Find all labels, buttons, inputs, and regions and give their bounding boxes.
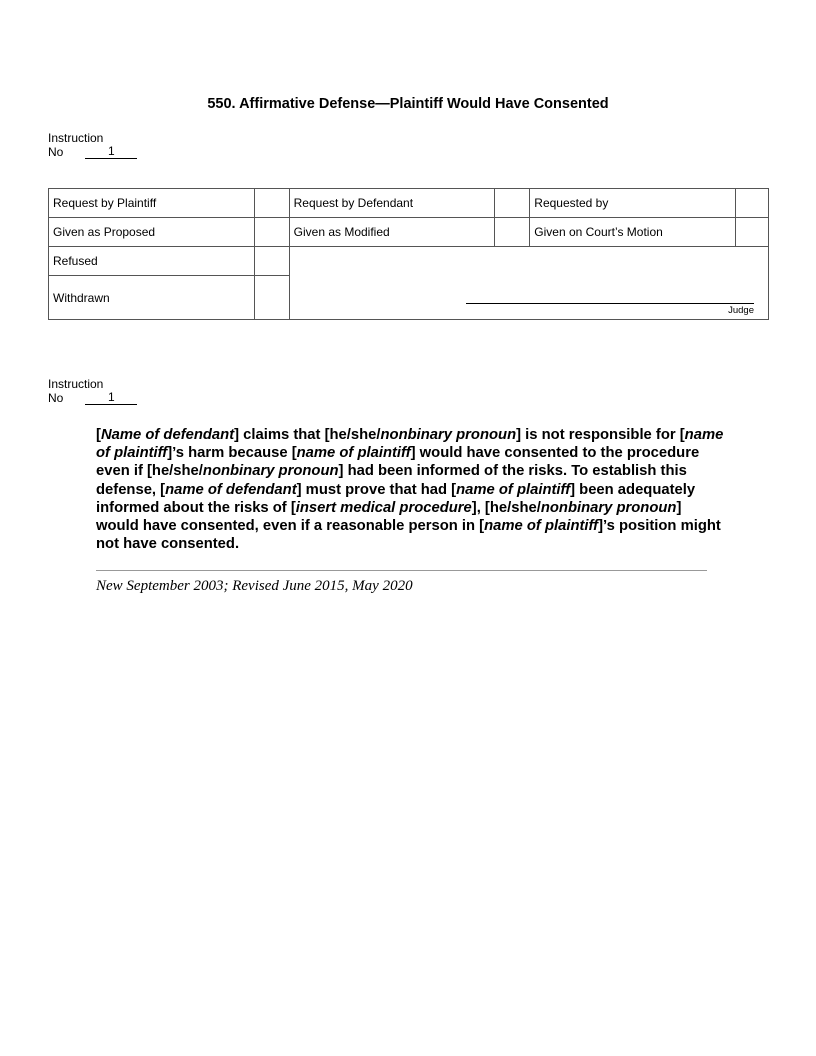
placeholder-text: nonbinary pronoun [380, 427, 517, 443]
body-text-segment: ] had been informed of the risks. To establish this defense, [ [96, 463, 687, 498]
instruction-body [96, 426, 726, 553]
placeholder-text: nonbinary pronoun [540, 499, 677, 516]
given-as-proposed-label: Given as Proposed [49, 218, 255, 247]
placeholder-text: name of plaintiff [456, 481, 571, 498]
request-by-plaintiff-checkbox[interactable] [254, 189, 289, 218]
given-as-modified-label: Given as Modified [289, 218, 495, 247]
body-text-segment: ] claims that [he/she/ [234, 427, 381, 443]
judge-signature-line [466, 303, 754, 304]
instruction-number: 1 [85, 391, 137, 405]
revision-history: New September 2003; Revised June 2015, May 2020 [96, 578, 413, 594]
body-text-segment: ] must prove that had [ [296, 481, 457, 498]
instruction-number-block [48, 377, 137, 405]
placeholder-text: name of plaintiff [296, 445, 411, 462]
withdrawn-checkbox[interactable] [254, 276, 289, 320]
refused-label: Refused [49, 247, 255, 276]
body-text-segment: ] is not responsible for [ [516, 427, 685, 443]
request-by-plaintiff-label: Request by Plaintiff [49, 189, 255, 218]
body-text-segment: ] would have consented, even if a reasonable person in [ [96, 499, 682, 535]
body-text-segment: ] been adequately informed about the risks of [ [96, 481, 696, 516]
request-table [48, 188, 769, 320]
placeholder-text: name of plaintiff [96, 427, 724, 462]
request-by-defendant-checkbox[interactable] [495, 189, 530, 218]
body-text-segment: [ [96, 427, 101, 443]
refused-checkbox[interactable] [254, 247, 289, 276]
placeholder-text: Name of defendant [100, 427, 235, 443]
body-text-segment: ]’s position might not have consented. [96, 518, 721, 553]
placeholder-text: name of plaintiff [484, 518, 599, 535]
requested-by-label: Requested by [530, 189, 736, 218]
given-as-modified-checkbox[interactable] [495, 218, 530, 247]
instruction-title: 550. Affirmative Defense—Plaintiff Would Have Consented [207, 96, 609, 112]
body-text-segment: ], [he/she/ [471, 499, 541, 516]
divider [96, 570, 707, 571]
given-as-proposed-checkbox[interactable] [254, 218, 289, 247]
request-by-defendant-label: Request by Defendant [289, 189, 495, 218]
instruction-label: Instruction [48, 377, 104, 391]
instruction-number-block [48, 131, 137, 159]
withdrawn-label: Withdrawn [49, 276, 255, 320]
placeholder-text: nonbinary pronoun [202, 463, 339, 480]
instruction-label: Instruction [48, 131, 104, 145]
given-on-courts-motion-label: Given on Court’s Motion [530, 218, 736, 247]
judge-label: Judge [728, 305, 754, 316]
no-label: No [48, 391, 64, 405]
requested-by-checkbox[interactable] [736, 189, 769, 218]
body-text-segment: ]’s harm because [ [167, 445, 297, 462]
placeholder-text: insert medical procedure [295, 499, 472, 516]
instruction-number: 1 [85, 145, 137, 159]
placeholder-text: name of defendant [165, 481, 297, 498]
judge-signature-area [289, 247, 768, 320]
no-label: No [48, 145, 64, 159]
given-on-courts-motion-checkbox[interactable] [736, 218, 769, 247]
body-text-segment: ] would have consented to the procedure even if [he/she/ [96, 445, 700, 480]
